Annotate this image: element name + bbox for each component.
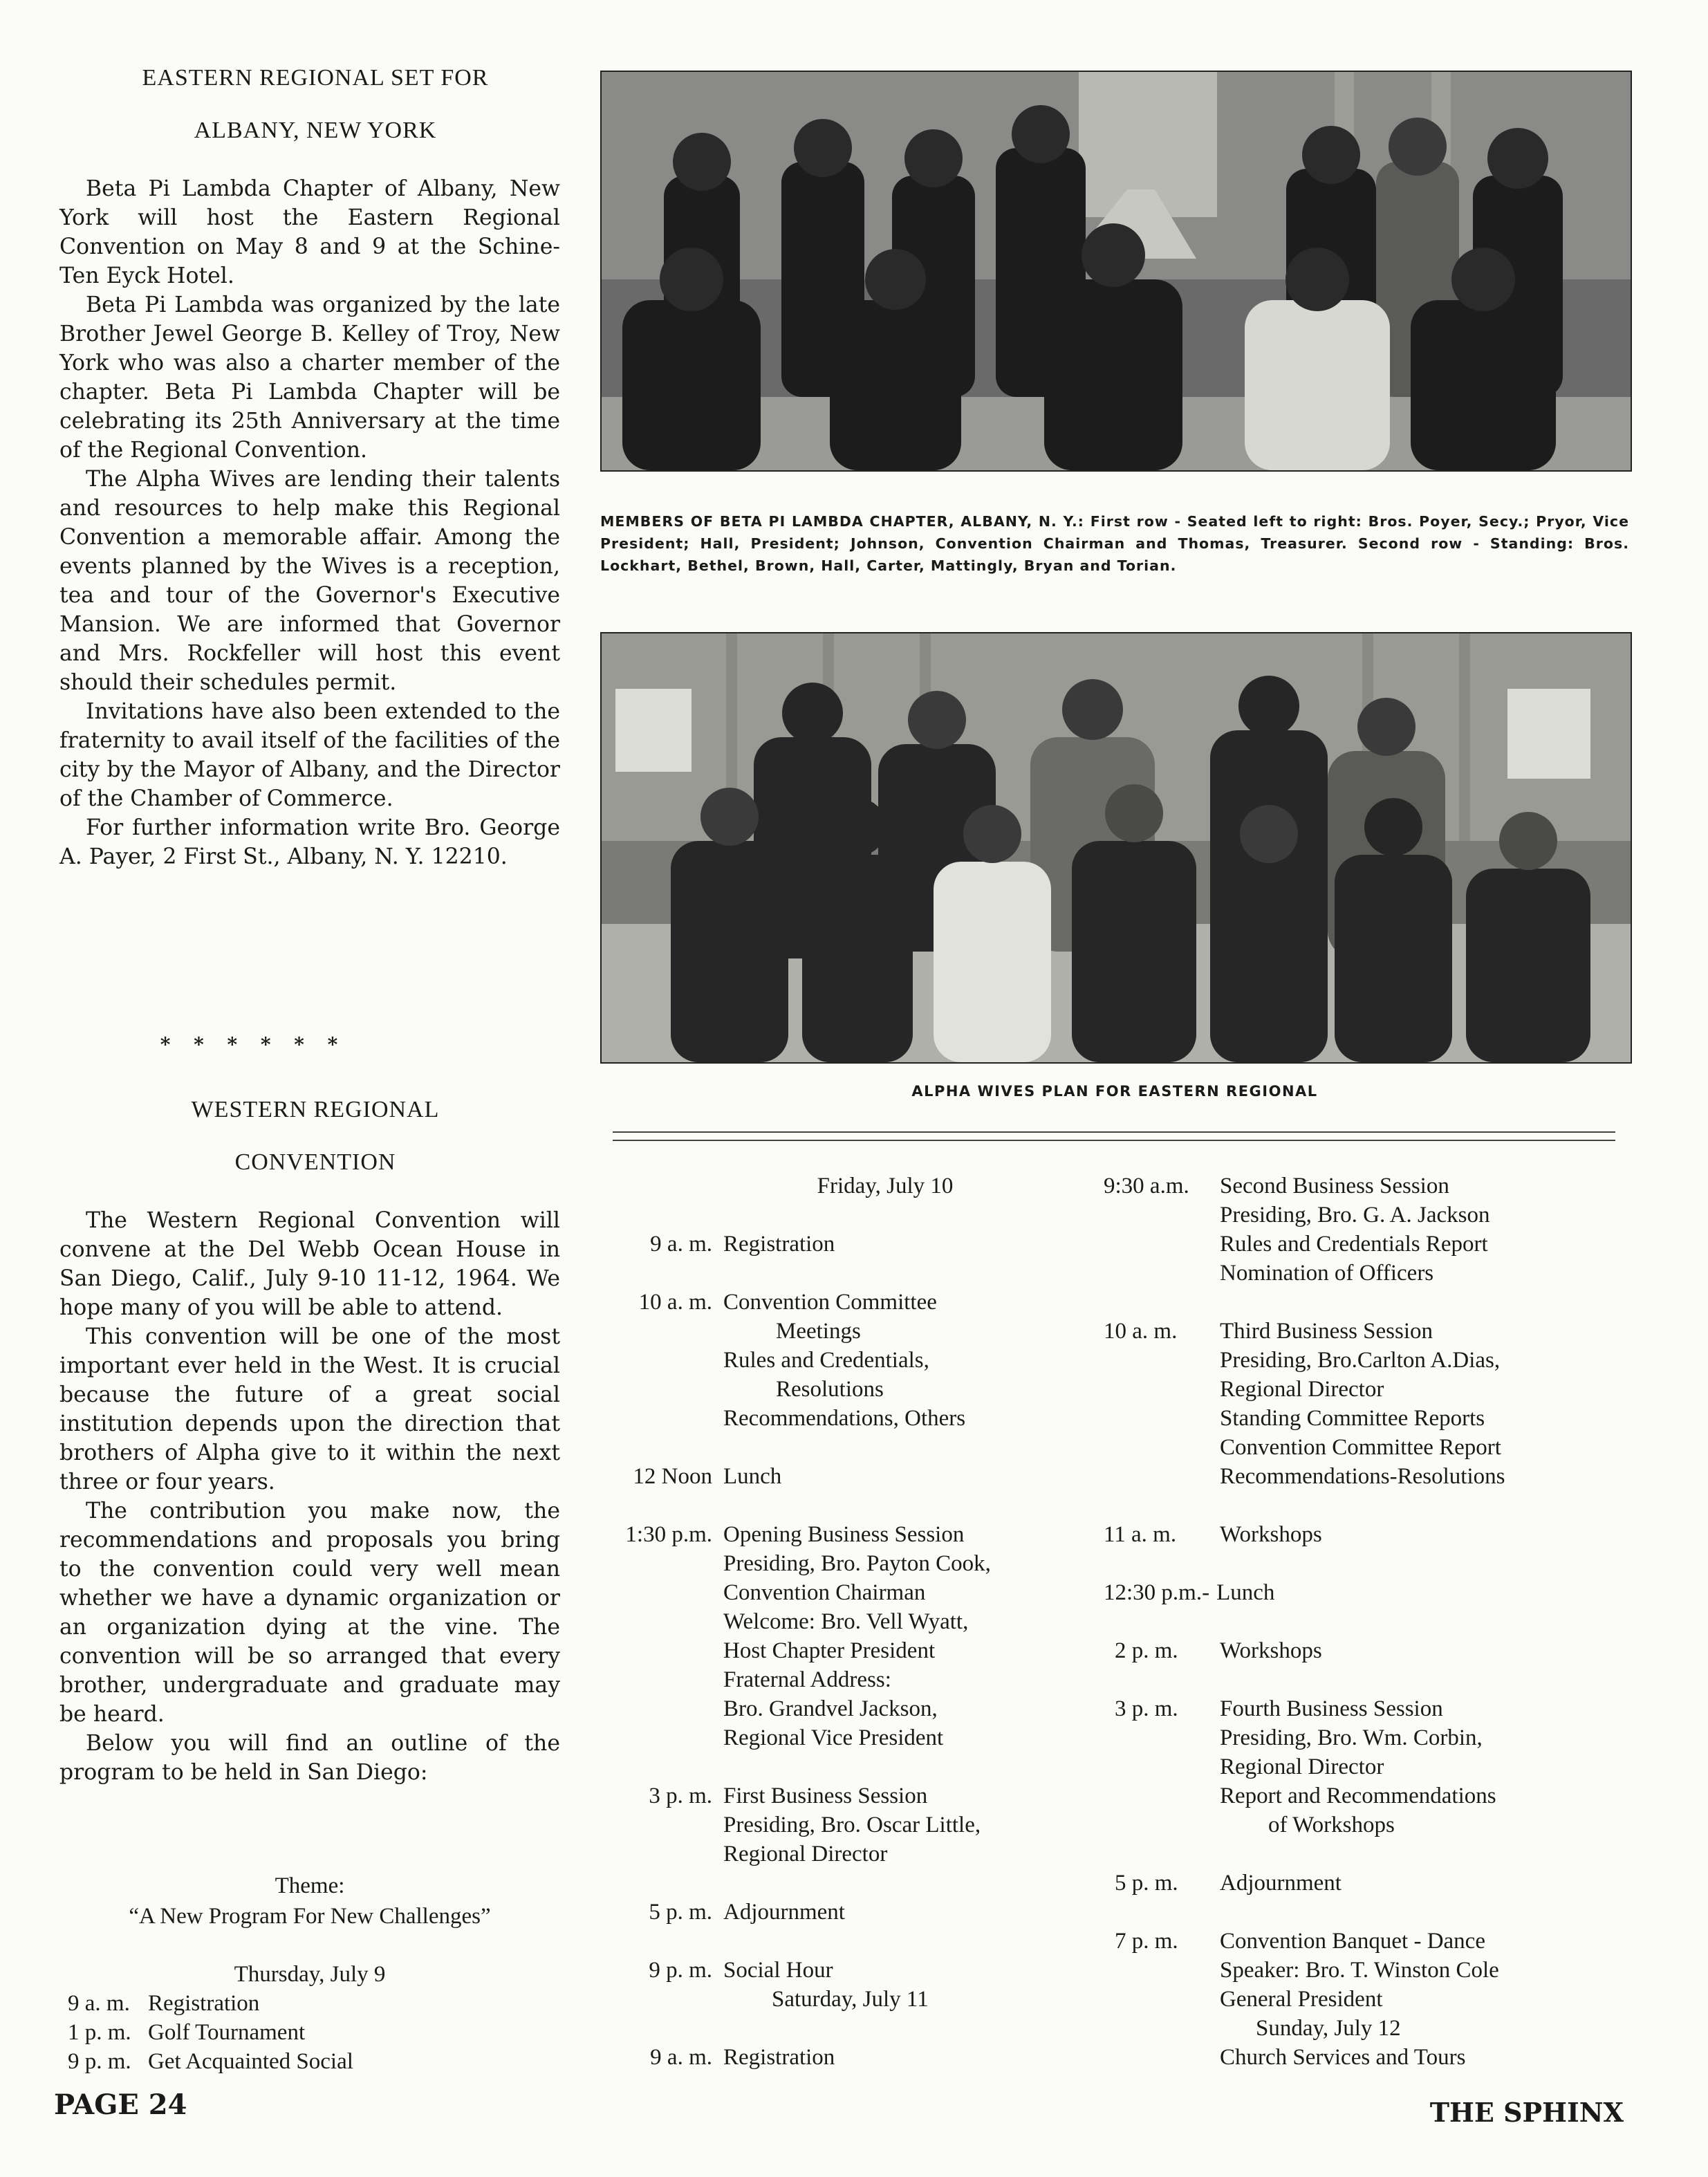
schedule-row bbox=[595, 1288, 1093, 1433]
schedule-line: Convention Committee bbox=[723, 1290, 937, 1315]
eastern-heading-line1: EASTERN REGIONAL SET FOR bbox=[142, 65, 489, 91]
schedule-row bbox=[1104, 1578, 1643, 1607]
schedule-line: Fraternal Address: bbox=[723, 1667, 891, 1692]
section-divider: * * * * * * bbox=[160, 1033, 346, 1056]
theme-text: “A New Program For New Challenges” bbox=[129, 1904, 491, 1929]
thursday-label: Thursday, July 9 bbox=[234, 1962, 386, 1987]
paragraph: The Alpha Wives are lending their talents and resources to help make this Regional Convention a memorable affair. Among the events planned by the Wives is a reception, tea and tour of the Governor's Executive Mansion. We are informed that Governor and Mrs. Rockfeller will host this event should their schedules permit. bbox=[59, 467, 560, 695]
schedule-event: Golf Tournament bbox=[148, 2020, 306, 2045]
schedule-line: Presiding, Bro. Payton Cook, bbox=[723, 1551, 991, 1576]
schedule-line: Third Business Session bbox=[1220, 1319, 1433, 1344]
schedule-row bbox=[595, 2043, 1093, 2072]
schedule-time: 10 a. m. bbox=[638, 1290, 712, 1315]
eastern-article-body bbox=[59, 174, 560, 871]
men-photo-illustration bbox=[602, 72, 1631, 470]
schedule-row bbox=[595, 1956, 1093, 2014]
schedule-time: 3 p. m. bbox=[649, 1784, 712, 1808]
schedule-time: 9 p. m. bbox=[649, 1958, 712, 1983]
schedule-line: Standing Committee Reports bbox=[1220, 1406, 1485, 1431]
schedule-time: 2 p. m. bbox=[1115, 1638, 1178, 1663]
schedule-row bbox=[595, 1230, 1093, 1259]
men-caption-lead: MEMBERS OF BETA PI LAMBDA CHAPTER, ALBANY, N. Y.: bbox=[600, 513, 1084, 530]
men-group-photo bbox=[600, 71, 1632, 472]
schedule-line: Regional Director bbox=[723, 1842, 888, 1866]
schedule-row bbox=[595, 1462, 1093, 1491]
paragraph: Beta Pi Lambda was organized by the late Brother Jewel George B. Kelley of Troy, New York who was also a charter member of the chapter. Beta Pi Lambda Chapter will be celebrating its 25th Anniversary at the time of the Regional Convention. bbox=[59, 293, 560, 463]
schedule-line: Report and Recommendations bbox=[1220, 1784, 1496, 1808]
schedule-event: Get Acquainted Social bbox=[148, 2049, 353, 2074]
double-rule-top bbox=[613, 1131, 1615, 1133]
men-caption-rest: First row - Seated left to right: Bros. Poyer, Secy.; Pryor, Vice President; Hall, President; Johnson, Convention Chairman and Thomas, Treasurer. Second row - Standing: Bros. Lockhart, Bethel, Brown, Hall, Carter, Mattingly, Bryan and Torian. bbox=[600, 513, 1629, 574]
schedule-line: Presiding, Bro. Oscar Little, bbox=[723, 1813, 981, 1837]
theme-label: Theme: bbox=[275, 1873, 345, 1898]
schedule-row bbox=[1104, 1636, 1643, 1665]
schedule-line: Meetings bbox=[776, 1319, 861, 1344]
schedule-event: Registration bbox=[148, 1991, 260, 2016]
eastern-heading-line2: ALBANY, NEW YORK bbox=[194, 118, 437, 143]
schedule-line: Convention Chairman bbox=[723, 1580, 926, 1605]
schedule-line: Presiding, Bro. G. A. Jackson bbox=[1220, 1203, 1490, 1228]
western-heading-line2: CONVENTION bbox=[234, 1149, 396, 1175]
schedule-line: Bro. Grandvel Jackson, bbox=[723, 1696, 938, 1721]
wives-photo-caption: ALPHA WIVES PLAN FOR EASTERN REGIONAL bbox=[911, 1083, 1318, 1100]
schedule-line: First Business Session bbox=[723, 1784, 928, 1808]
schedule-line: General President bbox=[1220, 1987, 1383, 2012]
schedule-time: 10 a. m. bbox=[1104, 1319, 1178, 1344]
schedule-row bbox=[1104, 1171, 1643, 1288]
schedule-row bbox=[595, 1520, 1093, 1752]
saturday-schedule bbox=[1104, 1171, 1643, 2072]
schedule-line: Resolutions bbox=[776, 1377, 884, 1402]
schedule-line: Welcome: Bro. Vell Wyatt, bbox=[723, 1609, 969, 1634]
schedule-line: Regional Director bbox=[1220, 1754, 1384, 1779]
schedule-row bbox=[1104, 1869, 1643, 1898]
double-rule-bottom bbox=[613, 1140, 1615, 1141]
schedule-line: Convention Committee Report bbox=[1220, 1435, 1501, 1460]
schedule-line: Rules and Credentials, bbox=[723, 1348, 929, 1373]
schedule-line: Fourth Business Session bbox=[1220, 1696, 1443, 1721]
schedule-row bbox=[68, 2018, 552, 2047]
wives-group-photo bbox=[600, 632, 1632, 1064]
schedule-time: 12:30 p.m.- bbox=[1104, 1580, 1210, 1605]
schedule-time: 9 a. m. bbox=[650, 1232, 712, 1257]
schedule-row bbox=[68, 1989, 552, 2018]
schedule-line: Recommendations-Resolutions bbox=[1220, 1464, 1505, 1489]
paragraph: Beta Pi Lambda Chapter of Albany, New York will host the Eastern Regional Convention on May 8 and 9 at the Schine-Ten Eyck Hotel. bbox=[59, 176, 560, 288]
schedule-line: of Workshops bbox=[1268, 1813, 1395, 1837]
schedule-time: 1:30 p.m. bbox=[625, 1522, 712, 1547]
schedule-time: 7 p. m. bbox=[1115, 1929, 1178, 1954]
schedule-time: 11 a. m. bbox=[1104, 1522, 1177, 1547]
paragraph: Below you will find an outline of the program to be held in San Diego: bbox=[59, 1731, 560, 1785]
schedule-time: 9 a. m. bbox=[68, 1991, 130, 2016]
schedule-line: Recommendations, Others bbox=[723, 1406, 966, 1431]
schedule-time: 9 a. m. bbox=[650, 2045, 712, 2070]
schedule-line: Presiding, Bro. Wm. Corbin, bbox=[1220, 1725, 1483, 1750]
schedule-row bbox=[1104, 1694, 1643, 1840]
schedule-line: Workshops bbox=[1220, 1522, 1322, 1547]
schedule-time: 5 p. m. bbox=[649, 1900, 712, 1925]
schedule-time: 12 Noon bbox=[633, 1464, 712, 1489]
schedule-time: 5 p. m. bbox=[1115, 1871, 1178, 1896]
schedule-row bbox=[1104, 1520, 1643, 1549]
wives-photo-illustration bbox=[602, 633, 1631, 1062]
page-number: PAGE 24 bbox=[54, 2088, 187, 2121]
paragraph: This convention will be one of the most important ever held in the West. It is crucial because the future of a great social institution depends upon the direction that brothers of Alpha give to it within the next three or four years. bbox=[59, 1324, 560, 1494]
schedule-line: Second Business Session bbox=[1220, 1174, 1449, 1198]
paragraph: Invitations have also been extended to the fraternity to avail itself of the facilities of the city by the Mayor of Albany, and the Director of the Chamber of Commerce. bbox=[59, 699, 560, 811]
saturday-label: Saturday, July 11 bbox=[772, 1987, 929, 2012]
friday-label: Friday, July 10 bbox=[817, 1174, 954, 1198]
schedule-row bbox=[595, 1898, 1093, 1927]
schedule-line: Convention Banquet - Dance bbox=[1220, 1929, 1485, 1954]
schedule-line: Rules and Credentials Report bbox=[1220, 1232, 1488, 1257]
schedule-row bbox=[1104, 1927, 1643, 2072]
western-heading-line1: WESTERN REGIONAL bbox=[191, 1097, 440, 1122]
schedule-time: 1 p. m. bbox=[68, 2020, 131, 2045]
sunday-label: Sunday, July 12 bbox=[1256, 2016, 1401, 2041]
schedule-line: Lunch bbox=[723, 1464, 782, 1489]
schedule-line: Lunch bbox=[1216, 1580, 1275, 1605]
schedule-line: Workshops bbox=[1220, 1638, 1322, 1663]
friday-schedule bbox=[595, 1171, 1093, 2101]
paragraph: The Western Regional Convention will convene at the Del Webb Ocean House in San Diego, Calif., July 9-10 11-12, 1964. We hope many of you will be able to attend. bbox=[59, 1208, 560, 1320]
schedule-line: Host Chapter President bbox=[723, 1638, 936, 1663]
schedule-row bbox=[68, 2047, 552, 2076]
schedule-line: Presiding, Bro.Carlton A.Dias, bbox=[1220, 1348, 1501, 1373]
schedule-line: Adjournment bbox=[1220, 1871, 1342, 1896]
schedule-line: Registration bbox=[723, 1232, 835, 1257]
schedule-line: Regional Director bbox=[1220, 1377, 1384, 1402]
schedule-line: Nomination of Officers bbox=[1220, 1261, 1434, 1286]
schedule-line: Speaker: Bro. T. Winston Cole bbox=[1220, 1958, 1499, 1983]
schedule-line: Regional Vice President bbox=[723, 1725, 944, 1750]
schedule-line: Opening Business Session bbox=[723, 1522, 965, 1547]
schedule-line: Social Hour bbox=[723, 1958, 833, 1983]
paragraph: For further information write Bro. George A. Payer, 2 First St., Albany, N. Y. 12210. bbox=[59, 815, 560, 869]
schedule-row bbox=[595, 1781, 1093, 1869]
schedule-time: 9 p. m. bbox=[68, 2049, 131, 2074]
schedule-row bbox=[1104, 1317, 1643, 1491]
schedule-line: Church Services and Tours bbox=[1220, 2045, 1466, 2070]
men-photo-caption bbox=[600, 510, 1629, 577]
western-article-body bbox=[59, 1206, 560, 1787]
magazine-name: THE SPHINX bbox=[1429, 2097, 1624, 2128]
schedule-time: 9:30 a.m. bbox=[1104, 1174, 1189, 1198]
thursday-schedule bbox=[68, 1989, 552, 2076]
schedule-line: Adjournment bbox=[723, 1900, 845, 1925]
schedule-time: 3 p. m. bbox=[1115, 1696, 1178, 1721]
paragraph: The contribution you make now, the recommendations and proposals you bring to the convention could very well mean whether we have a dynamic organization or an organization dying at the vine. The convention will be so arranged that every brother, undergraduate and graduate may be heard. bbox=[59, 1499, 560, 1727]
schedule-line: Registration bbox=[723, 2045, 835, 2070]
